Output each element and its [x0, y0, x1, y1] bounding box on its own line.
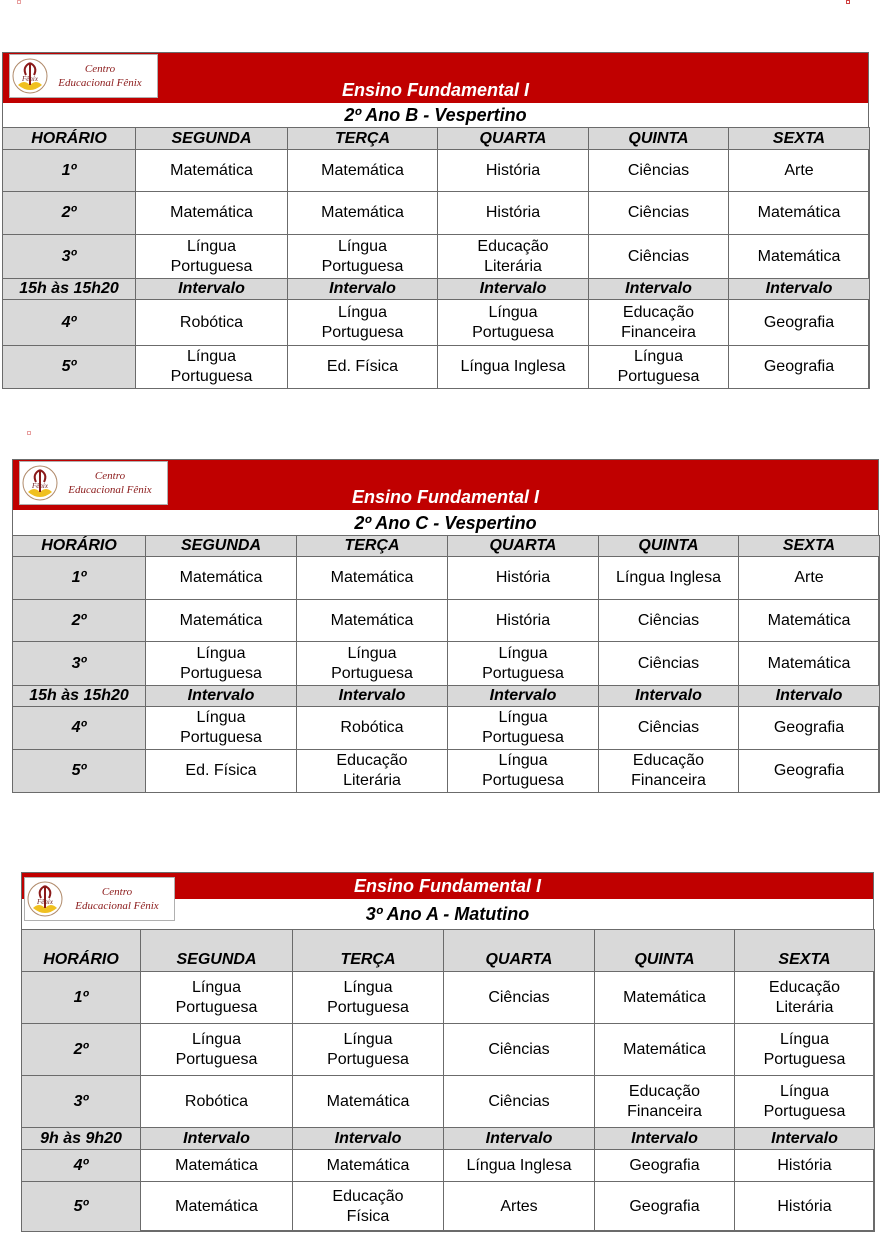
- subject-cell: Educação Literária: [438, 235, 589, 279]
- subject-cell: Ciências: [444, 1024, 595, 1076]
- subject-cell: Língua Portuguesa: [141, 1024, 293, 1076]
- subject-cell: Língua Portuguesa: [136, 235, 288, 279]
- subject-cell: Ciências: [589, 150, 729, 192]
- slot-label: 5º: [13, 750, 146, 793]
- col-header: SEGUNDA: [146, 536, 297, 557]
- slot-label: 4º: [3, 300, 136, 346]
- col-header: HORÁRIO: [13, 536, 146, 557]
- subject-cell: Ed. Física: [288, 346, 438, 389]
- subject-cell: Educação Financeira: [589, 300, 729, 346]
- slot-label: 2º: [3, 192, 136, 235]
- subject-cell: História: [735, 1150, 875, 1182]
- subject-cell: Língua Portuguesa: [589, 346, 729, 389]
- table-row: [13, 642, 880, 686]
- subject-cell: Língua Portuguesa: [136, 346, 288, 389]
- subject-cell: Educação Literária: [735, 972, 875, 1024]
- col-header: QUARTA: [438, 128, 589, 150]
- col-header: HORÁRIO: [3, 128, 136, 150]
- level-title: Ensino Fundamental I: [351, 487, 539, 507]
- table-row: [13, 557, 880, 600]
- col-header: HORÁRIO: [22, 930, 141, 972]
- col-header: QUINTA: [595, 930, 735, 972]
- break-cell: Intervalo: [293, 1128, 444, 1150]
- break-cell: Intervalo: [448, 686, 599, 707]
- subject-cell: Matemática: [293, 1076, 444, 1128]
- subject-cell: Língua Portuguesa: [288, 235, 438, 279]
- break-cell: Intervalo: [735, 1128, 875, 1150]
- col-header: QUINTA: [599, 536, 739, 557]
- table-row: [13, 750, 880, 793]
- subject-cell: Robótica: [297, 707, 448, 750]
- col-header: TERÇA: [297, 536, 448, 557]
- subject-cell: Língua Portuguesa: [141, 972, 293, 1024]
- table-row: [22, 1182, 875, 1232]
- subject-cell: Ciências: [599, 642, 739, 686]
- subject-cell: Língua Portuguesa: [448, 707, 599, 750]
- break-cell: Intervalo: [146, 686, 297, 707]
- schedule-3-ano-a: [21, 872, 874, 1231]
- subject-cell: Educação Física: [293, 1182, 444, 1232]
- subject-cell: Língua Inglesa: [444, 1150, 595, 1182]
- slot-label: 1º: [3, 150, 136, 192]
- subject-cell: Matemática: [595, 1024, 735, 1076]
- logo-line2: Educacional Fênix: [68, 484, 152, 496]
- slot-label: 3º: [13, 642, 146, 686]
- schedule-table: [12, 535, 880, 793]
- subject-cell: Geografia: [739, 750, 880, 793]
- subject-cell: Matemática: [146, 557, 297, 600]
- schedule-table: [21, 929, 875, 1232]
- subject-cell: Língua Portuguesa: [735, 1024, 875, 1076]
- subject-cell: Língua Portuguesa: [146, 642, 297, 686]
- subject-cell: Ed. Física: [146, 750, 297, 793]
- slot-label: 1º: [13, 557, 146, 600]
- break-cell: Intervalo: [136, 279, 288, 300]
- schedule-2-ano-c: [12, 459, 879, 793]
- table-row: [13, 707, 880, 750]
- logo-line1: Centro: [101, 886, 133, 898]
- table-row: [3, 192, 870, 235]
- table-row: [22, 1150, 875, 1182]
- table-row: [3, 346, 870, 389]
- col-header: QUINTA: [589, 128, 729, 150]
- subject-cell: Língua Inglesa: [599, 557, 739, 600]
- col-header: SEGUNDA: [136, 128, 288, 150]
- break-time: 15h às 15h20: [13, 686, 146, 707]
- col-header: SEXTA: [739, 536, 880, 557]
- logo-line2: Educacional Fênix: [58, 77, 142, 89]
- subject-cell: Geografia: [739, 707, 880, 750]
- break-cell: Intervalo: [729, 279, 870, 300]
- subject-cell: Língua Portuguesa: [448, 750, 599, 793]
- subject-cell: Arte: [729, 150, 870, 192]
- subject-cell: Matemática: [729, 192, 870, 235]
- header-row: [13, 536, 880, 557]
- subject-cell: Ciências: [599, 707, 739, 750]
- table-row: [13, 600, 880, 642]
- col-header: SEGUNDA: [141, 930, 293, 972]
- subject-cell: Matemática: [595, 972, 735, 1024]
- subject-cell: Educação Financeira: [595, 1076, 735, 1128]
- slot-label: 2º: [13, 600, 146, 642]
- subject-cell: Ciências: [444, 1076, 595, 1128]
- col-header: SEXTA: [729, 128, 870, 150]
- subject-cell: Matemática: [141, 1182, 293, 1232]
- break-cell: Intervalo: [595, 1128, 735, 1150]
- subject-cell: Matemática: [739, 600, 880, 642]
- break-row: [3, 279, 870, 300]
- table-row: [22, 1076, 875, 1128]
- subject-cell: Educação Literária: [297, 750, 448, 793]
- subject-cell: Geografia: [595, 1150, 735, 1182]
- subject-cell: Matemática: [288, 150, 438, 192]
- table-row: [22, 1024, 875, 1076]
- subject-cell: Língua Portuguesa: [735, 1076, 875, 1128]
- subject-cell: Matemática: [136, 150, 288, 192]
- slot-label: 5º: [3, 346, 136, 389]
- crop-mark: [27, 431, 31, 435]
- level-title: Ensino Fundamental I: [353, 876, 541, 896]
- logo-emblem-text: Fênix: [22, 75, 38, 83]
- subject-cell: Matemática: [297, 600, 448, 642]
- break-cell: Intervalo: [141, 1128, 293, 1150]
- slot-label: 2º: [22, 1024, 141, 1076]
- subject-cell: Geografia: [729, 300, 870, 346]
- subject-cell: Ciências: [599, 600, 739, 642]
- break-cell: Intervalo: [297, 686, 448, 707]
- break-cell: Intervalo: [288, 279, 438, 300]
- subject-cell: Geografia: [729, 346, 870, 389]
- subject-cell: Matemática: [297, 557, 448, 600]
- subject-cell: Ciências: [444, 972, 595, 1024]
- break-cell: Intervalo: [599, 686, 739, 707]
- slot-label: 1º: [22, 972, 141, 1024]
- logo-line2: Educacional Fênix: [75, 900, 159, 912]
- col-header: TERÇA: [293, 930, 444, 972]
- crop-mark: [846, 0, 850, 4]
- subject-cell: História: [448, 557, 599, 600]
- subject-cell: Robótica: [141, 1076, 293, 1128]
- subject-cell: Arte: [739, 557, 880, 600]
- subject-cell: Ciências: [589, 235, 729, 279]
- subject-cell: Matemática: [141, 1150, 293, 1182]
- break-time: 9h às 9h20: [22, 1128, 141, 1150]
- col-header: QUARTA: [448, 536, 599, 557]
- col-header: TERÇA: [288, 128, 438, 150]
- table-row: [3, 300, 870, 346]
- break-cell: Intervalo: [739, 686, 880, 707]
- subject-cell: História: [735, 1182, 875, 1232]
- subject-cell: Matemática: [729, 235, 870, 279]
- schedule-table: [2, 127, 870, 389]
- subject-cell: Língua Inglesa: [438, 346, 589, 389]
- slot-label: 4º: [13, 707, 146, 750]
- subject-cell: Língua Portuguesa: [293, 972, 444, 1024]
- schedule-2-ano-b: [2, 52, 869, 389]
- slot-label: 3º: [3, 235, 136, 279]
- table-row: [22, 972, 875, 1024]
- header-row: [22, 930, 875, 972]
- class-title: 2º Ano C - Vespertino: [13, 510, 878, 536]
- break-time: 15h às 15h20: [3, 279, 136, 300]
- logo-line1: Centro: [94, 470, 126, 482]
- break-cell: Intervalo: [438, 279, 589, 300]
- crop-mark: [17, 0, 21, 4]
- class-title: 3º Ano A - Matutino: [365, 904, 530, 924]
- col-header: SEXTA: [735, 930, 875, 972]
- subject-cell: História: [438, 150, 589, 192]
- subject-cell: Língua Portuguesa: [293, 1024, 444, 1076]
- table-row: [3, 150, 870, 192]
- break-cell: Intervalo: [589, 279, 729, 300]
- logo-emblem-text: Fênix: [32, 482, 48, 490]
- table-row: [3, 235, 870, 279]
- subject-cell: Matemática: [136, 192, 288, 235]
- break-cell: Intervalo: [444, 1128, 595, 1150]
- subject-cell: Matemática: [288, 192, 438, 235]
- subject-cell: Artes: [444, 1182, 595, 1232]
- subject-cell: Matemática: [293, 1150, 444, 1182]
- subject-cell: Ciências: [589, 192, 729, 235]
- header-row: [3, 128, 870, 150]
- subject-cell: Robótica: [136, 300, 288, 346]
- subject-cell: Língua Portuguesa: [297, 642, 448, 686]
- slot-label: 4º: [22, 1150, 141, 1182]
- subject-cell: Educação Financeira: [599, 750, 739, 793]
- subject-cell: Língua Portuguesa: [448, 642, 599, 686]
- break-row: [22, 1128, 875, 1150]
- slot-label: 5º: [22, 1182, 141, 1232]
- subject-cell: Língua Portuguesa: [438, 300, 589, 346]
- subject-cell: Matemática: [739, 642, 880, 686]
- subject-cell: História: [448, 600, 599, 642]
- col-header: QUARTA: [444, 930, 595, 972]
- subject-cell: Geografia: [595, 1182, 735, 1232]
- level-title: Ensino Fundamental I: [341, 80, 529, 100]
- subject-cell: História: [438, 192, 589, 235]
- logo-line1: Centro: [84, 63, 116, 75]
- subject-cell: Matemática: [146, 600, 297, 642]
- class-title: 2º Ano B - Vespertino: [3, 103, 868, 128]
- slot-label: 3º: [22, 1076, 141, 1128]
- subject-cell: Língua Portuguesa: [288, 300, 438, 346]
- break-row: [13, 686, 880, 707]
- subject-cell: Língua Portuguesa: [146, 707, 297, 750]
- logo-emblem-text: Fênix: [37, 898, 53, 906]
